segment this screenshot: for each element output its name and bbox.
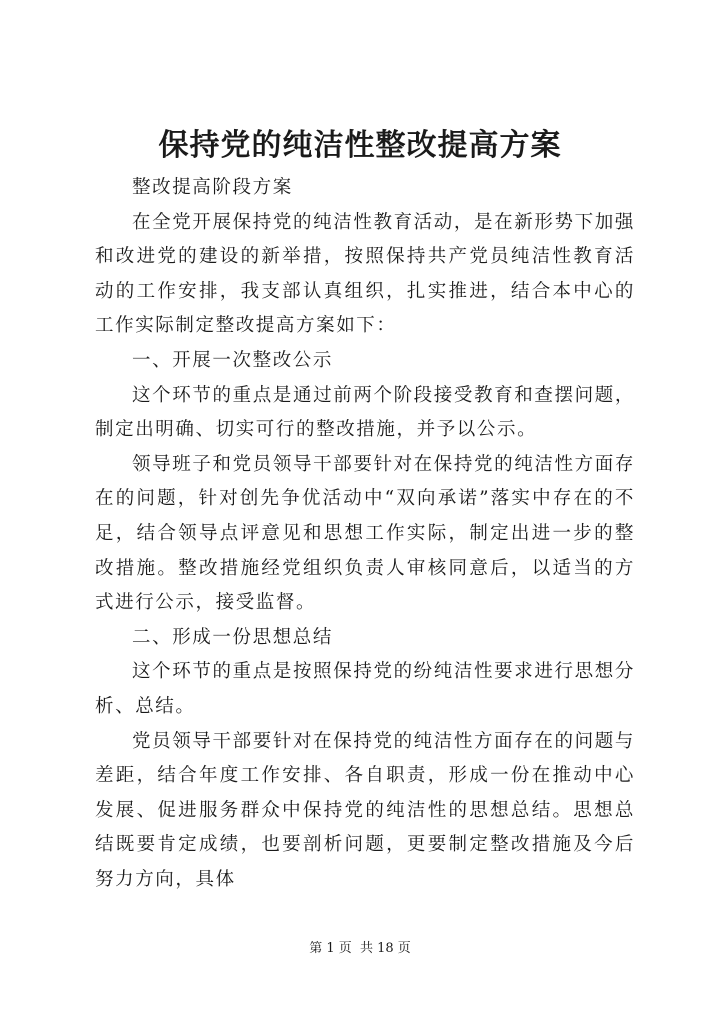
- document-title: 保持党的纯洁性整改提高方案: [158, 128, 562, 163]
- section-heading-1: 一、开展一次整改公示: [132, 349, 334, 371]
- intro-paragraph: 在全党开展保持党的纯洁性教育活动，是在新形势下加强和改进党的建设的新举措，按照保持共产党员纯洁性教育活动的工作安排，我支部认真组织，扎实推进，结合本中心的工作实际制定整改提高方案如下：: [95, 211, 635, 337]
- document-body: [95, 171, 635, 897]
- body-paragraph: 这个环节的重点是通过前两个阶段接受教育和查摆问题，制定出明确、切实可行的整改措施，并予以公示。: [95, 384, 635, 441]
- section-heading-2: 二、形成一份思想总结: [132, 626, 334, 648]
- page-number: 第 1 页 共 18 页: [309, 941, 411, 956]
- section-subtitle: 整改提高阶段方案: [132, 177, 293, 198]
- body-paragraph: 党员领导干部要针对在保持党的纯洁性方面存在的问题与差距，结合年度工作安排、各自职责，形成一份在推动中心发展、促进服务群众中保持党的纯洁性的思想总结。思想总结既要肯定成绩，也要剖析问题，更要制定整改措施及今后努力方向，具体: [95, 730, 635, 890]
- body-paragraph: 领导班子和党员领导干部要针对在保持党的纯洁性方面存在的问题，针对创先争优活动中“双向承诺”落实中存在的不足，结合领导点评意见和思想工作实际，制定出进一步的整改措施。整改措施经党组织负责人审核同意后，以适当的方式进行公示，接受监督。: [95, 453, 635, 614]
- page-footer: [0, 940, 720, 958]
- body-paragraph: 这个环节的重点是按照保持党的纷纯洁性要求进行思想分析、总结。: [95, 661, 635, 717]
